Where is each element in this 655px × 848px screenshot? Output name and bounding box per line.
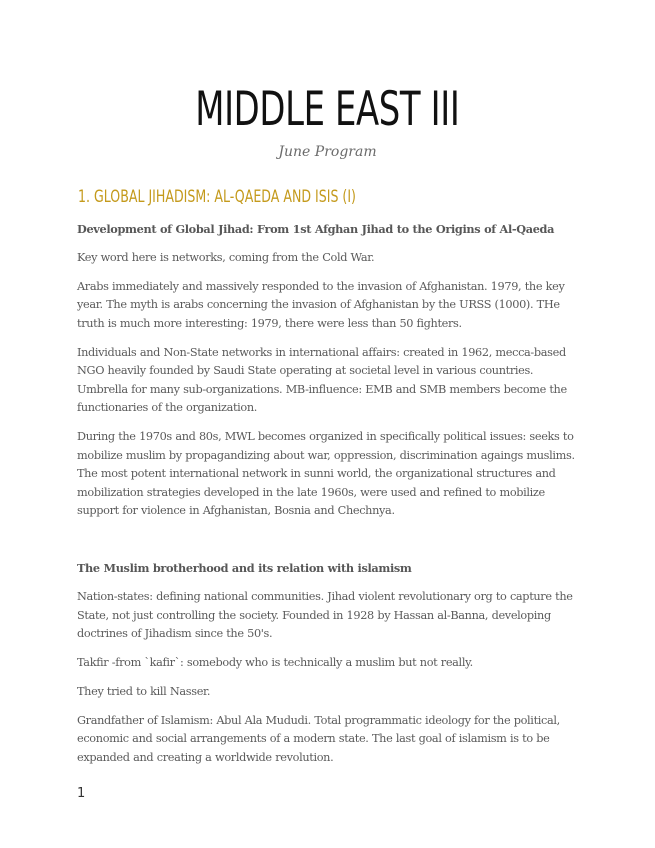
section-heading: 1. GLOBAL JIHADISM: AL-QAEDA AND ISIS (I) [78,187,356,207]
paragraph: Nation-states: defining national communities. Jihad violent revolutionary org to capture the State, not just controlling the society. Founded in 1928 by Hassan al-Banna, developing doctrines of Jihadism since the 50's. [77,590,573,641]
paragraph: During the 1970s and 80s, MWL becomes organized in specifically political issues: seeks to mobilize muslim by propagandizing about war, oppression, discrimination agaings muslims. The most potent international network in sunni world, the organizational structures and mobilization strategies developed in the late 1960s, were used and refined to mobilize support for violence in Afghanistan, Bosnia and Chechnya. [77,430,575,518]
paragraph: They tried to kill Nasser. [77,684,211,698]
document-title: MIDDLE EAST III [195,82,460,137]
paragraph: Individuals and Non-State networks in international affairs: created in 1962, mecca-based NGO heavily founded by Saudi State operating at societal level in various countries. Umbrella for many sub-organizations. MB-influence: EMB and SMB members become the functionaries of the organization. [77,345,567,415]
paragraph: Arabs immediately and massively responded to the invasion of Afghanistan. 1979, the key year. The myth is arabs concerning the invasion of Afghanistan by the URSS (1000). THe truth is much more interesting: 1979, there were less than 50 fighters. [77,279,565,330]
page-number: 1 [77,786,86,801]
paragraph: Takfir -from `kafir`: somebody who is technically a muslim but not really. [77,656,473,669]
paragraph: Grandfather of Islamism: Abul Ala Mududi. Total programmatic ideology for the political, economic and social arrangements of a modern state. The last goal of islamism is to be expanded and creating a worldwide revolution. [77,713,560,764]
subsection-heading-muslim-brotherhood: The Muslim brotherhood and its relation with islamism [77,561,412,576]
document-subtitle: June Program [278,144,377,160]
section-spacer [77,531,582,559]
document-body [77,220,582,778]
paragraph: Key word here is networks, coming from the Cold War. [77,250,375,264]
subsection-heading-global-jihad: Development of Global Jihad: From 1st Afghan Jihad to the Origins of Al-Qaeda [77,222,555,236]
